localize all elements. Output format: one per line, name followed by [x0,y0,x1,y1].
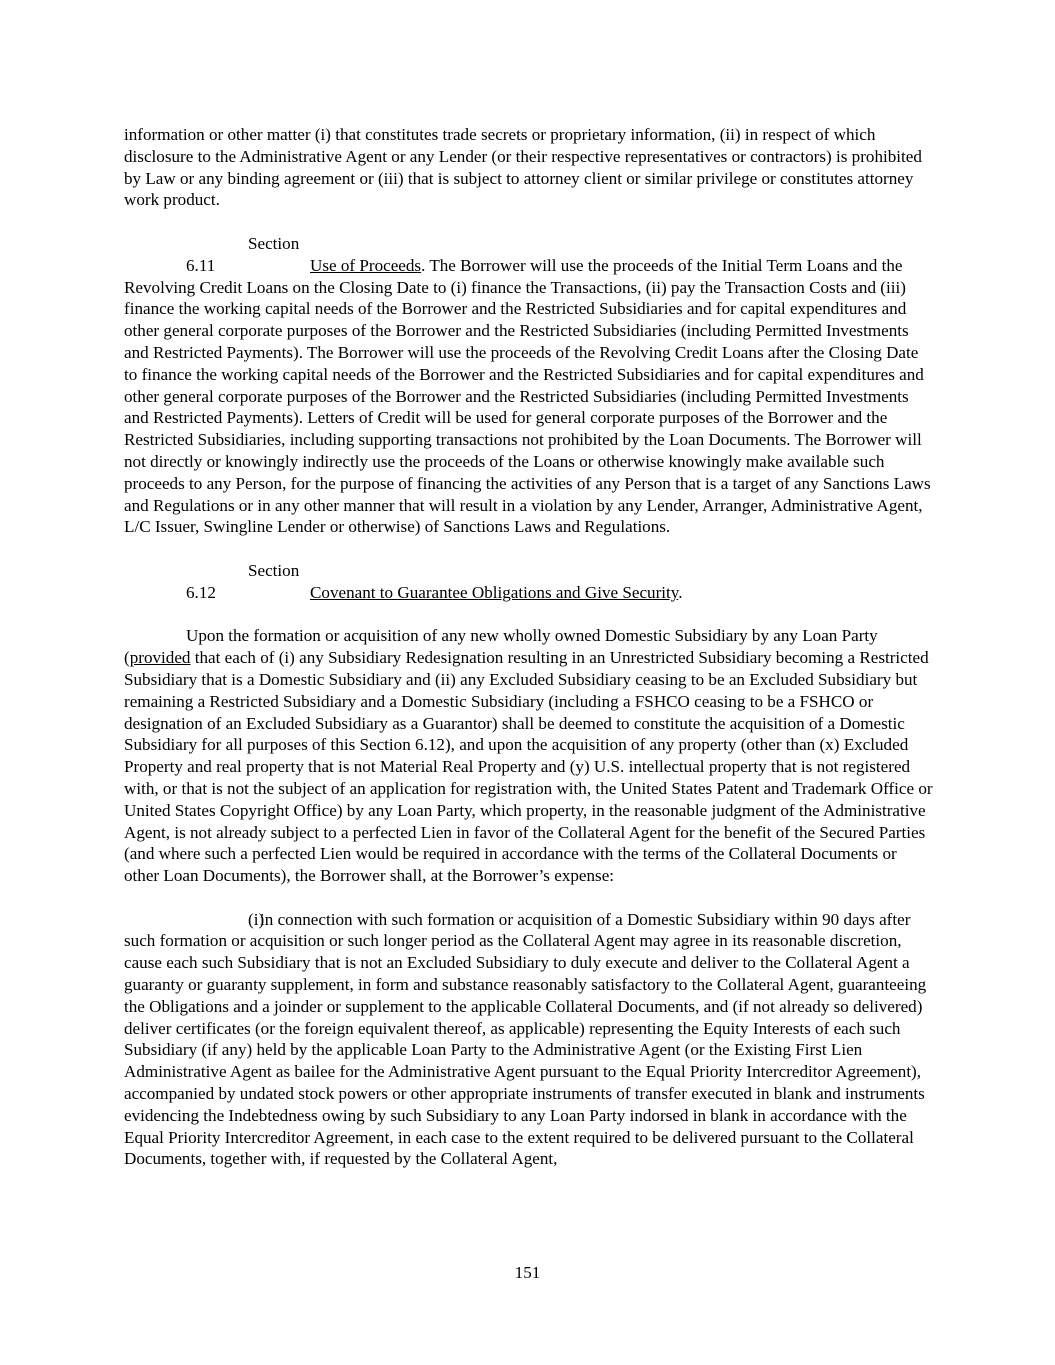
provided-term: provided [129,648,191,668]
upon-post-text: that each of (i) any Subsidiary Redesignation resulting in an Unrestricted Subsidiary becoming a Restricted Subsidiary that is a Domestic Subsidiary and (ii) any Excluded Subsidiary ceasing to be an Excluded Subsidiary but remaining a Restricted Subsidiary and a Domestic Subsidiary (including a FSHCO ceasing to be a FSHCO or designation of an Excluded Subsidiary as a Guarantor) shall be deemed to constitute the acquisition of a Domestic Subsidiary for all purposes of this Section 6.12), and upon the acquisition of any property (other than (x) Excluded Property and real property that is not Material Real Property and (y) U.S. intellectual property that is not registered with, or that is not the subject of an application for registration with, the United States Patent and Trademark Office or United States Copyright Office) by any Loan Party, which property, in the reasonable judgment of the Administrative Agent, is not already subject to a perfected Lien in favor of the Collateral Agent for the benefit of the Secured Parties (and where such a perfected Lien would be required in accordance with the terms of the Collateral Documents or other Loan Documents), the Borrower shall, at the Borrower’s expense: [124,648,933,886]
paragraph-continuation: information or other matter (i) that constitutes trade secrets or proprietary information, (ii) in respect of which disclosure to the Administrative Agent or any Lender (or their respective representatives or contractors) is prohibited by Law or any binding agreement or (iii) that is subject to attorney client or similar privilege or constitutes attorney work product. [124,125,922,210]
section-6-12-end: . [678,582,683,602]
upon-pre-text: Upon the formation or acquisition of any new wholly owned Domestic Subsidiary by any Loan Party ( [124,626,878,668]
clause-i-number: (i) [248,909,265,929]
section-6-11-title: Use of Proceeds [310,255,422,275]
section-6-11-number: Section 6.11 [186,233,300,275]
section-6-12-title: Covenant to Guarantee Obligations and Give Security [310,582,679,602]
document-page [124,124,934,1192]
section-6-12-heading [124,560,934,604]
page-number: 151 [514,1263,541,1282]
section-6-12-number: Section 6.12 [186,560,300,602]
section-6-12-body-paragraph [124,625,934,887]
clause-i-paragraph [124,909,934,1171]
section-6-11-paragraph [124,233,934,538]
section-6-11-body: . The Borrower will use the proceeds of the Initial Term Loans and the Revolving Credit Loans on the Closing Date to (i) finance the Transactions, (ii) pay the Transaction Costs and (iii) finance the working capital needs of the Borrower and the Restricted Subsidiaries and for capital expenditures and other general corporate purposes of the Borrower and the Restricted Subsidiaries (including Permitted Investments and Restricted Payments). The Borrower will use the proceeds of the Revolving Credit Loans after the Closing Date to finance the working capital needs of the Borrower and the Restricted Subsidiaries and for capital expenditures and other general corporate purposes of the Borrower and the Restricted Subsidiaries (including Permitted Investments and Restricted Payments). Letters of Credit will be used for general corporate purposes of the Borrower and the Restricted Subsidiaries, including supporting transactions not prohibited by the Loan Documents. The Borrower will not directly or knowingly indirectly use the proceeds of the Loans or otherwise knowingly make available such proceeds to any Person, for the purpose of financing the activities of any Person that is a target of any Sanctions Laws and Regulations or in any other manner that will result in a violation by any Lender, Arranger, Administrative Agent, L/C Issuer, Swingline Lender or otherwise) of Sanctions Laws and Regulations. [124,255,931,537]
clause-i-body: in connection with such formation or acquisition of a Domestic Subsidiary within 90 days after such formation or acquisition or such longer period as the Collateral Agent may agree in its reasonable discretion, cause each such Subsidiary that is not an Excluded Subsidiary to duly execute and deliver to the Collateral Agent a guaranty or guaranty supplement, in form and substance reasonably satisfactory to the Collateral Agent, guaranteeing the Obligations and a joinder or supplement to the applicable Collateral Documents, and (if not already so delivered) deliver certificates (or the foreign equivalent thereof, as applicable) representing the Equity Interests of each such Subsidiary (if any) held by the applicable Loan Party to the Administrative Agent (or the Existing First Lien Administrative Agent as bailee for the Administrative Agent pursuant to the Equal Priority Intercreditor Agreement), accompanied by undated stock powers or other appropriate instruments of transfer executed in blank and instruments evidencing the Indebtedness owing by such Subsidiary to any Loan Party indorsed in blank in accordance with the Equal Priority Intercreditor Agreement, in each case to the extent required to be delivered pursuant to the Collateral Documents, together with, if requested by the Collateral Agent, [124,909,927,1169]
